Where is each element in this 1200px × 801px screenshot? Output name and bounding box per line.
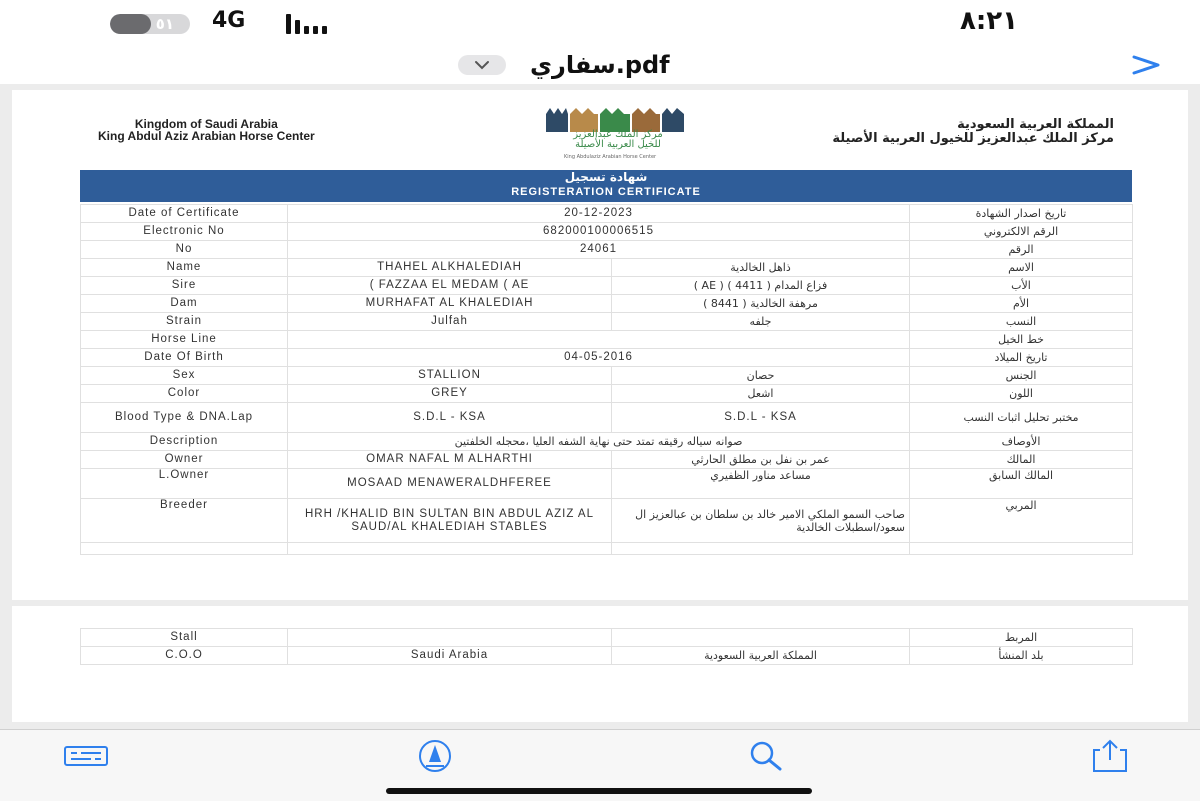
- label-en: Date of Certificate: [81, 205, 288, 223]
- value-ar: مساعد مناور الظفيري: [612, 469, 910, 499]
- certificate-table-continued: [80, 628, 1133, 665]
- battery-fill: [110, 14, 151, 34]
- table-row: [81, 277, 1133, 295]
- certificate-table: [80, 204, 1133, 555]
- label-en: Sex: [81, 367, 288, 385]
- table-row: [81, 543, 1133, 555]
- chevron-right-icon: [1128, 48, 1168, 82]
- value-en: HRH /KHALID BIN SULTAN BIN ABDUL AZIZ AL SAUD/AL KHALEDIAH STABLES: [288, 499, 612, 543]
- label-en: Color: [81, 385, 288, 403]
- label-ar: النسب: [910, 313, 1133, 331]
- markup-button[interactable]: [409, 738, 461, 774]
- label-en: Stall: [81, 629, 288, 647]
- value-en: S.D.L - KSA: [288, 403, 612, 433]
- table-row: [81, 385, 1133, 403]
- table-row: [81, 629, 1133, 647]
- label-ar: المربط: [910, 629, 1133, 647]
- value: 24061: [288, 241, 910, 259]
- markup-pen-icon: [409, 738, 461, 774]
- table-row: [81, 295, 1133, 313]
- value: [288, 331, 910, 349]
- label-ar: الاسم: [910, 259, 1133, 277]
- value-ar: فزاع المدام ( 4411 ) ( AE ): [612, 277, 910, 295]
- table-row: [81, 403, 1133, 433]
- value: 20-12-2023: [288, 205, 910, 223]
- table-row: [81, 223, 1133, 241]
- label-ar: تاريخ اصدار الشهادة: [910, 205, 1133, 223]
- table-row: [81, 647, 1133, 665]
- value-ar: صاحب السمو الملكي الامير خالد بن سلطان بن عبالعزيز ال سعود/اسطبلات الخالدية: [612, 499, 910, 543]
- label-en: Owner: [81, 451, 288, 469]
- share-icon: [1084, 738, 1136, 774]
- search-icon: [738, 738, 790, 774]
- header-arabic: المملكة العربية السعودية مركز الملك عبدالعزيز للخيول العربية الأصيلة: [832, 117, 1114, 146]
- table-row: [81, 205, 1133, 223]
- value-en: [288, 629, 612, 647]
- battery-icon: [110, 14, 190, 34]
- status-time: ٨:٢١: [959, 6, 1018, 36]
- label-en: Horse Line: [81, 331, 288, 349]
- value-en: MURHAFAT AL KHALEDIAH: [288, 295, 612, 313]
- label-ar: بلد المنشأ: [910, 647, 1133, 665]
- search-button[interactable]: [738, 738, 790, 774]
- table-row: [81, 313, 1133, 331]
- value-ar: عمر بن نفل بن مطلق الحارثي: [612, 451, 910, 469]
- value-en: THAHEL ALKHALEDIAH: [288, 259, 612, 277]
- document-title[interactable]: سفاري.pdf: [530, 51, 670, 79]
- forward-button[interactable]: [1128, 48, 1168, 82]
- label-en: Description: [81, 433, 288, 451]
- table-row: [81, 469, 1133, 499]
- pdf-page-1: [12, 90, 1188, 600]
- table-row: [81, 499, 1133, 543]
- value-en: ( FAZZAA EL MEDAM ( AE: [288, 277, 612, 295]
- pdf-page-2: [12, 606, 1188, 722]
- signal-icon: [286, 14, 327, 34]
- label-en: No: [81, 241, 288, 259]
- table-row: [81, 451, 1133, 469]
- value-ar: مرهفة الخالدية ( 8441 ): [612, 295, 910, 313]
- title-menu-button[interactable]: [458, 55, 506, 75]
- label-en: Dam: [81, 295, 288, 313]
- value-ar: حصان: [612, 367, 910, 385]
- header-english: Kingdom of Saudi Arabia King Abdul Aziz Arabian Horse Center: [98, 117, 315, 143]
- label-ar: الرقم الالكتروني: [910, 223, 1133, 241]
- markup-lines-button[interactable]: [60, 738, 112, 774]
- label-en: L.Owner: [81, 469, 288, 499]
- table-row: [81, 367, 1133, 385]
- table-row: [81, 433, 1133, 451]
- center-logo: [528, 108, 708, 162]
- table-row: [81, 349, 1133, 367]
- value: 04-05-2016: [288, 349, 910, 367]
- value-en: MOSAAD MENAWERALDHFEREE: [288, 469, 612, 499]
- battery-percent: ٥١: [155, 15, 174, 33]
- label-ar: الأب: [910, 277, 1133, 295]
- network-type: 4G: [212, 8, 246, 33]
- label-ar: المالك السابق: [910, 469, 1133, 499]
- logo-arabic-text: مركز الملك عبدالعزيز للخيل العربية الأصيلة: [573, 129, 663, 150]
- markup-lines-icon: [60, 738, 112, 774]
- value-ar: [612, 629, 910, 647]
- label-en: Sire: [81, 277, 288, 295]
- value-en: STALLION: [288, 367, 612, 385]
- title-arabic: شهادة تسجيل: [564, 170, 648, 184]
- status-bar: [0, 0, 1200, 48]
- label-ar: الجنس: [910, 367, 1133, 385]
- label-en: Breeder: [81, 499, 288, 543]
- certificate-title-banner: [80, 170, 1132, 202]
- logo-english-text: King Abdulaziz Arabian Horse Center: [564, 154, 657, 160]
- value-en: Julfah: [288, 313, 612, 331]
- value-en: OMAR NAFAL M ALHARTHI: [288, 451, 612, 469]
- certificate-header: [80, 108, 1132, 160]
- label-ar: الأم: [910, 295, 1133, 313]
- value-en: GREY: [288, 385, 612, 403]
- value-ar: ذاهل الخالدية: [612, 259, 910, 277]
- label-en: Electronic No: [81, 223, 288, 241]
- label-en: C.O.O: [81, 647, 288, 665]
- home-indicator: [386, 788, 812, 794]
- value-ar: المملكة العربية السعودية: [612, 647, 910, 665]
- value: صوانه سياله رقيقه تمتد حتى نهاية الشفه العليا ،محجله الخلفتين: [288, 433, 910, 451]
- label-ar: الرقم: [910, 241, 1133, 259]
- label-en: Name: [81, 259, 288, 277]
- label-ar: اللون: [910, 385, 1133, 403]
- label-ar: الأوصاف: [910, 433, 1133, 451]
- nav-bar: [0, 48, 1200, 88]
- table-row: [81, 331, 1133, 349]
- value: 682000100006515: [288, 223, 910, 241]
- label-ar: تاريخ الميلاد: [910, 349, 1133, 367]
- value-en: Saudi Arabia: [288, 647, 612, 665]
- title-english: REGISTERATION CERTIFICATE: [511, 186, 701, 198]
- value-ar: S.D.L - KSA: [612, 403, 910, 433]
- table-row: [81, 259, 1133, 277]
- chevron-down-icon: [458, 55, 506, 75]
- label-ar: مختبر تحليل اثبات النسب: [910, 403, 1133, 433]
- value-ar: اشعل: [612, 385, 910, 403]
- value-ar: جلفه: [612, 313, 910, 331]
- label-ar: المالك: [910, 451, 1133, 469]
- label-en: Strain: [81, 313, 288, 331]
- table-row: [81, 241, 1133, 259]
- label-en: Date Of Birth: [81, 349, 288, 367]
- share-button[interactable]: [1084, 738, 1136, 774]
- label-ar: خط الخيل: [910, 331, 1133, 349]
- label-en: Blood Type & DNA.Lap: [81, 403, 288, 433]
- label-ar: المربي: [910, 499, 1133, 543]
